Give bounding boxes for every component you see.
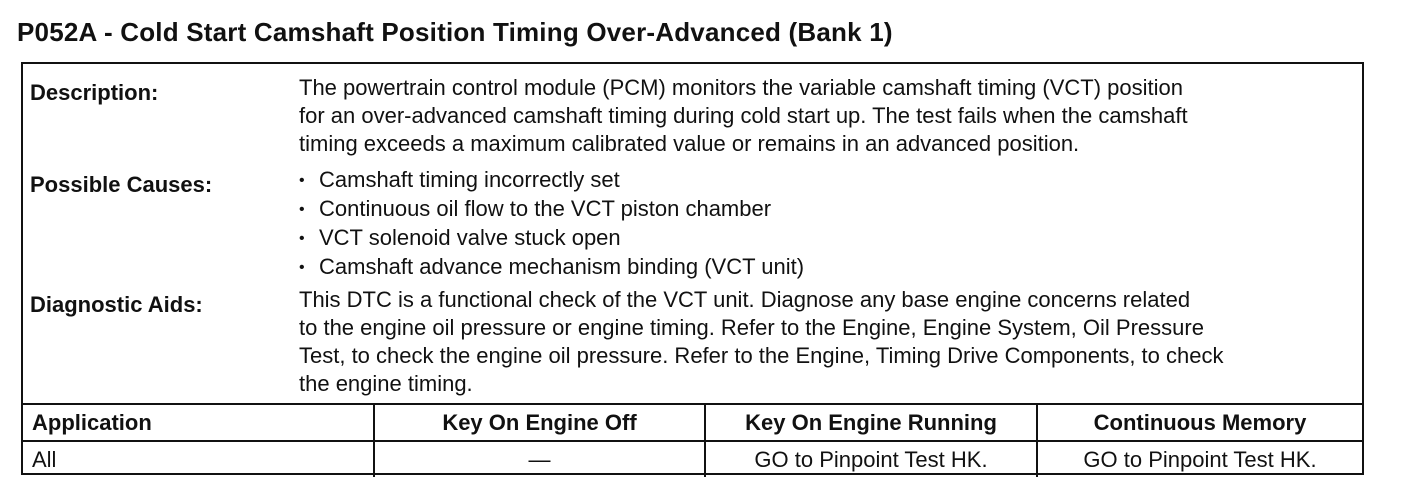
description-line: for an over-advanced camshaft timing during cold start up. The test fails when the camshaft — [299, 103, 1188, 128]
continuous-memory-cell: GO to Pinpoint Test HK. — [1037, 441, 1362, 477]
cause-text: Continuous oil flow to the VCT piston chamber — [319, 196, 772, 221]
diagnostic-aids-line: This DTC is a functional check of the VCT unit. Diagnose any base engine concerns related — [299, 287, 1191, 312]
bullet-icon: • — [299, 259, 305, 276]
diagnostic-aids-text — [299, 286, 1346, 398]
column-header-continuous-memory: Continuous Memory — [1037, 405, 1362, 441]
koer-cell: GO to Pinpoint Test HK. — [705, 441, 1037, 477]
application-table — [23, 403, 1362, 475]
diagnostic-aids-line: the engine timing. — [299, 371, 473, 396]
dtc-info-box — [21, 62, 1364, 475]
bullet-icon: • — [299, 201, 305, 218]
koeo-cell: — — [374, 441, 705, 477]
description-line: The powertrain control module (PCM) monitors the variable camshaft timing (VCT) position — [299, 75, 1183, 100]
bullet-icon: • — [299, 172, 305, 189]
diagnostic-aids-label: Diagnostic Aids: — [30, 292, 203, 317]
list-item — [299, 195, 1346, 224]
column-header-koeo: Key On Engine Off — [374, 405, 705, 441]
cause-text: Camshaft timing incorrectly set — [319, 167, 620, 192]
description-text — [299, 74, 1346, 158]
possible-causes-label: Possible Causes: — [30, 172, 213, 197]
list-item — [299, 224, 1346, 253]
list-item — [299, 253, 1346, 282]
column-header-koer: Key On Engine Running — [705, 405, 1037, 441]
cause-text: Camshaft advance mechanism binding (VCT unit) — [319, 254, 805, 279]
description-label: Description: — [30, 80, 159, 105]
page-title: P052A - Cold Start Camshaft Position Timing Over-Advanced (Bank 1) — [17, 17, 893, 47]
bullet-icon: • — [299, 230, 305, 247]
list-item — [299, 166, 1346, 195]
table-header-row — [23, 405, 1362, 441]
column-header-application: Application — [23, 405, 374, 441]
description-line: timing exceeds a maximum calibrated value or remains in an advanced position. — [299, 131, 1080, 156]
cause-text: VCT solenoid valve stuck open — [319, 225, 621, 250]
application-cell: All — [32, 446, 57, 472]
possible-causes-list — [299, 166, 1346, 282]
diagnostic-aids-line: Test, to check the engine oil pressure. Refer to the Engine, Timing Drive Components, to check — [299, 343, 1224, 368]
diagnostic-aids-line: to the engine oil pressure or engine timing. Refer to the Engine, Engine System, Oil Pressure — [299, 315, 1204, 340]
table-row — [23, 441, 1362, 477]
